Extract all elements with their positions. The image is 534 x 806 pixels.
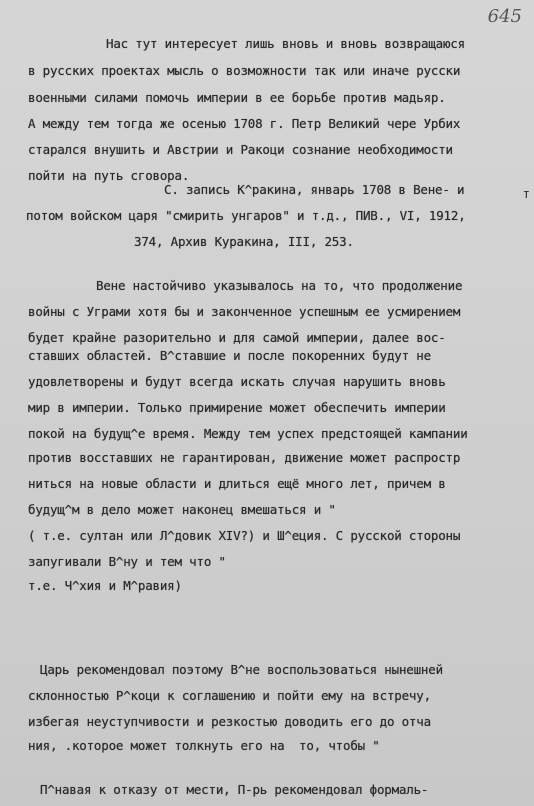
text-line: П^навая к отказу от мести, П-рь рекомендовал формаль- <box>40 782 429 797</box>
text-line: мир в империи. Только примирение может обеспечить империи <box>28 400 446 415</box>
page-number: 645 <box>487 6 522 27</box>
text-line: Вене настойчиво указывалось на то, что продолжение <box>96 278 463 293</box>
text-line: т.е. Ч^хия и М^равия) <box>28 578 182 593</box>
text-line: избегая неуступчивости и резкостью доводить его до отча <box>28 714 431 729</box>
text-line: Царь рекомендовал поэтому В^не воспользоваться нынешней <box>40 662 443 677</box>
text-line: ниться на новые области и длиться ещё много лет, причем в <box>28 476 446 491</box>
text-line: будет крайне разорительно и для самой империи, далее вос- <box>28 330 446 345</box>
text-line: военными силами помочь империи в ее борьбе против мадьяр. <box>28 90 446 105</box>
text-line: удовлетворены и будут всегда искать случая нарушить вновь <box>28 374 446 389</box>
footnote-line: потом войском царя "смирить унгаров" и т.д., ПИВ., VI, 1912, <box>26 208 466 223</box>
text-line: ния, .которое может толкнуть его на то, чтобы " <box>28 738 380 753</box>
footnote-line: 374, Архив Куракина, III, 253. <box>134 234 354 249</box>
text-line: покой на будущ^е время. Между тем успех предстоящей кампании <box>28 426 468 441</box>
text-line: войны с Уграми хотя бы и законченное успешным ее усмирением <box>28 304 461 319</box>
text-line: в русских проектах мысль о возможности так или иначе русски <box>28 63 461 78</box>
text-line: запугивали В^ну и тем что " <box>28 554 226 569</box>
text-line: будущ^м в дело может наконец вмешаться и " <box>28 502 336 517</box>
text-line: склонностью Р^коци к соглашению и пойти ему на встречу, <box>28 688 431 703</box>
text-line: ( т.е. султан или Л^довик XIV?) и Ш^еция. С русской стороны <box>28 528 461 543</box>
text-line: ставших областей. В^ставшие и после покоренних будут не <box>28 348 431 363</box>
margin-mark: т <box>522 186 530 201</box>
text-line: А между тем тогда же осенью 1708 г. Петр Великий чере Урбих <box>28 116 461 131</box>
footnote-line: С. запись К^ракина, январь 1708 в Вене- и <box>164 182 465 197</box>
text-line: старался внушить и Австрии и Ракоци сознание необходимости <box>28 142 453 157</box>
text-line: пойти на путь сговора. <box>28 168 190 183</box>
text-line: против восставших не гарантирован, движение может распростр <box>28 450 461 465</box>
text-line: Нас тут интересует лишь вновь и вновь возвращаюся <box>106 36 465 51</box>
